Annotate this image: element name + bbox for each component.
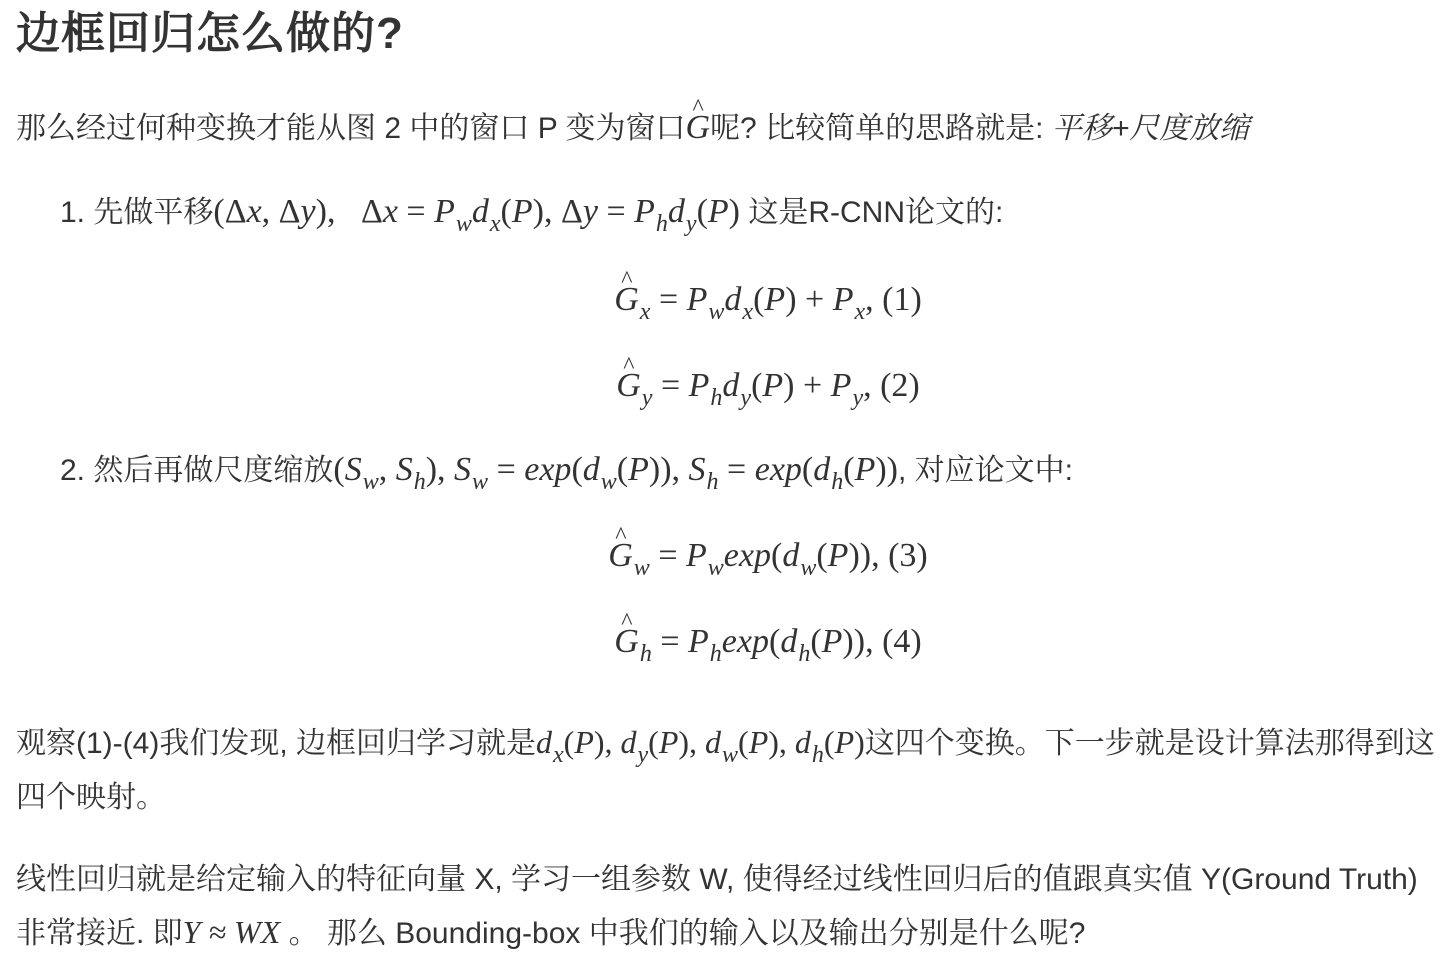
step-2-suffix: , 对应论文中: <box>898 454 1074 487</box>
step-2-text: 然后再做尺度缩放 <box>93 454 334 487</box>
intro-emphasis: 平移+尺度放缩 <box>1051 112 1250 145</box>
step-1-math: (Δx, Δy), $\Delta x = P_wd_x(P)$, $\Delta y = P_hd_y(P)$ <box>213 193 740 237</box>
observation-text: 观察(1)-(4)我们发现, 边框回归学习就是 <box>16 727 536 760</box>
regression-text-after: 。 那么 Bounding-box 中我们的输入以及输出分别是什么呢? <box>280 917 1086 950</box>
step-1 <box>60 192 1003 235</box>
intro-text: 那么经过何种变换才能从图 2 中的窗口 P 变为窗口 <box>16 112 686 145</box>
equation-3-label: , (3) <box>871 537 928 574</box>
regression-paragraph <box>16 854 1436 960</box>
equation-4-label: , (4) <box>865 623 922 660</box>
intro-text-after: 呢? 比较简单的思路就是: <box>710 112 1052 145</box>
observation-paragraph <box>16 716 1436 824</box>
g-hat-symbol: ^ G <box>686 108 711 148</box>
equation-2-label: , (2) <box>863 367 920 404</box>
step-1-suffix: 这是R-CNN论文的: <box>748 196 1004 229</box>
regression-math: Y ≈ WX <box>182 914 281 950</box>
intro-paragraph <box>16 108 1249 149</box>
observation-text-after: 这四个变换。下一步就是设计算法那得到这四个映射。 <box>16 727 1435 814</box>
regression-text: 线性回归就是给定输入的特征向量 X, 学习一组参数 W, 使得经过线性回归后的值跟真实值 Y(Ground Truth)非常接近. 即 <box>16 863 1418 950</box>
equation-2: ^ $G_y = P_hd_y(P) + P_y$, (2) <box>0 366 1448 409</box>
equation-1: ^ $G_x = P_wd_x(P) + P_x$, (1) <box>0 280 1448 323</box>
step-2 <box>60 450 1073 493</box>
step-1-number: 1. <box>60 196 86 229</box>
step-2-math: ($S_w$, $S_h$), $S_w = \exp(d_w(P))$, $S_h = \exp(d_h(P))$ <box>333 451 899 495</box>
equation-1-label: , (1) <box>865 281 922 318</box>
section-heading: 边框回归怎么做的? <box>16 9 404 58</box>
step-2-number: 2. <box>60 454 86 487</box>
observation-math: $d_x(P)$, $d_y(P)$, $d_w(P)$, $d_h(P)$ <box>536 724 865 768</box>
equation-4: ^ $G_h = P_h\exp(d_h(P))$, (4) <box>0 622 1448 665</box>
step-1-text: 先做平移 <box>93 196 214 229</box>
equation-3: ^ $G_w = P_w\exp(d_w(P))$, (3) <box>0 536 1448 579</box>
